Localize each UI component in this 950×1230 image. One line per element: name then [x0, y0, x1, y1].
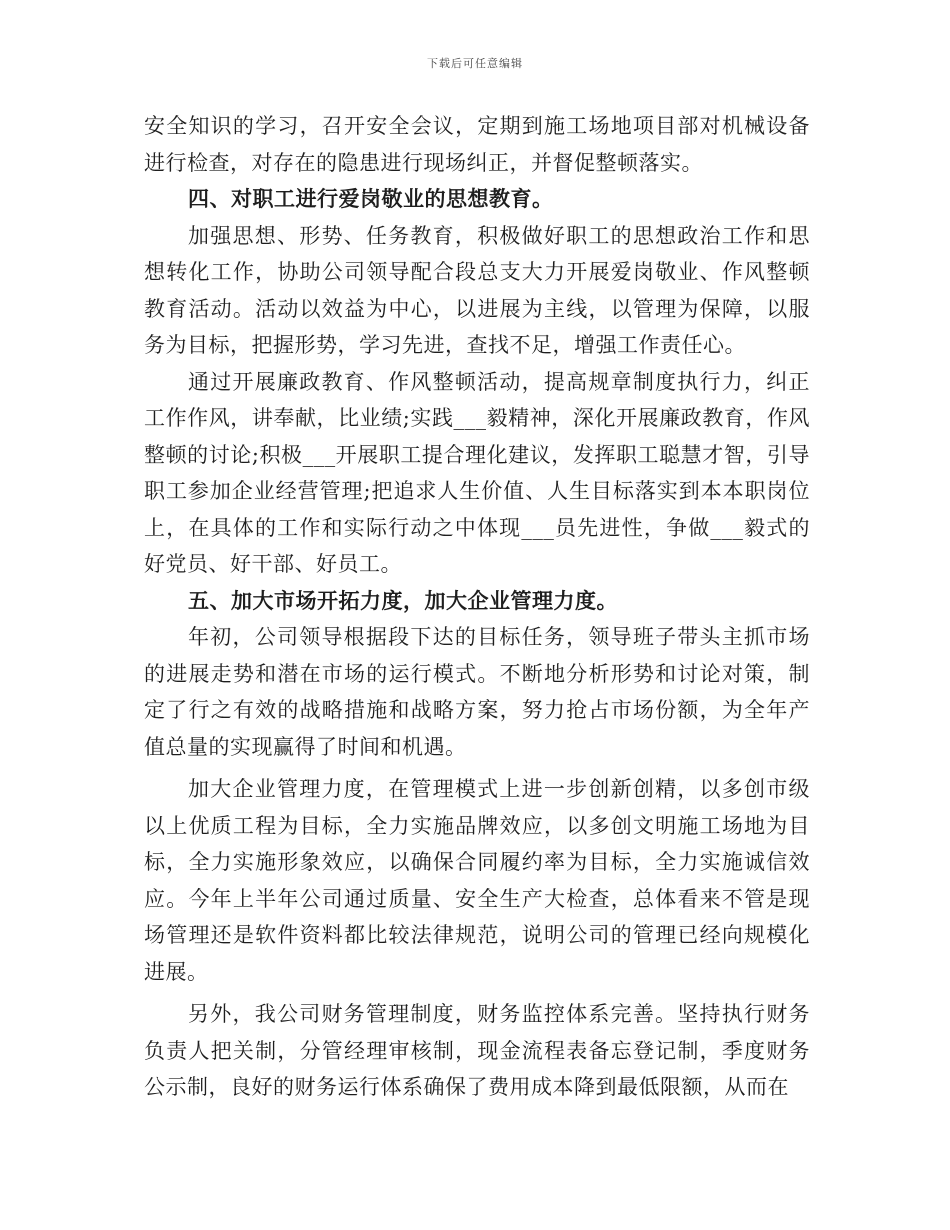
- document-body: [144, 108, 810, 1106]
- paragraph: 另外，我公司财务管理制度，财务监控体系完善。坚持执行财务负责人把关制，分管经理审核制，现金流程表备忘登记制，季度财务公示制，良好的财务运行体系确保了费用成本降到最低限额，从而在: [144, 1002, 810, 1099]
- paragraph: 安全知识的学习，召开安全会议，定期到施工场地项目部对机械设备进行检查，对存在的隐患进行现场纠正，并督促整顿落实。: [144, 114, 810, 175]
- paragraph: 通过开展廉政教育、作风整顿活动，提高规章制度执行力，纠正工作作风，讲奉献，比业绩;实践___毅精神，深化开展廉政教育，作风整顿的讨论;积极___开展职工提合理化建议，发挥职工聪慧才智，引导职工参加企业经营管理;把追求人生价值、人生目标落实到本本职岗位上，在具体的工作和实际行动之中体现___员先进性，争做___毅式的好党员、好干部、好员工。: [144, 369, 810, 576]
- section-heading-4: 四、对职工进行爱岗敬业的思想教育。: [188, 186, 554, 211]
- section-heading-5: 五、加大市场开拓力度，加大企业管理力度。: [188, 587, 618, 613]
- paragraph: 加大企业管理力度，在管理模式上进一步创新创精，以多创市级以上优质工程为目标，全力实施品牌效应，以多创文明施工场地为目标，全力实施形象效应，以确保合同履约率为目标，全力实施诚信效应。今年上半年公司通过质量、安全生产大检查，总体看来不管是现场管理还是软件资料都比较法律规范，说明公司的管理已经向规模化进展。: [144, 777, 810, 984]
- paragraph: 年初，公司领导根据段下达的目标任务，领导班子带头主抓市场的进展走势和潜在市场的运行模式。不断地分析形势和讨论对策，制定了行之有效的战略措施和战略方案，努力抢占市场份额，为全年产值总量的实现赢得了时间和机遇。: [144, 625, 810, 759]
- paragraph: 加强思想、形势、任务教育，积极做好职工的思想政治工作和思想转化工作，协助公司领导配合段总支大力开展爱岗敬业、作风整顿教育活动。活动以效益为中心，以进展为主线，以管理为保障，以服务为目标，把握形势，学习先进，查找不足，增强工作责任心。: [144, 223, 810, 357]
- page-header-note: 下载后可任意编辑: [427, 57, 523, 70]
